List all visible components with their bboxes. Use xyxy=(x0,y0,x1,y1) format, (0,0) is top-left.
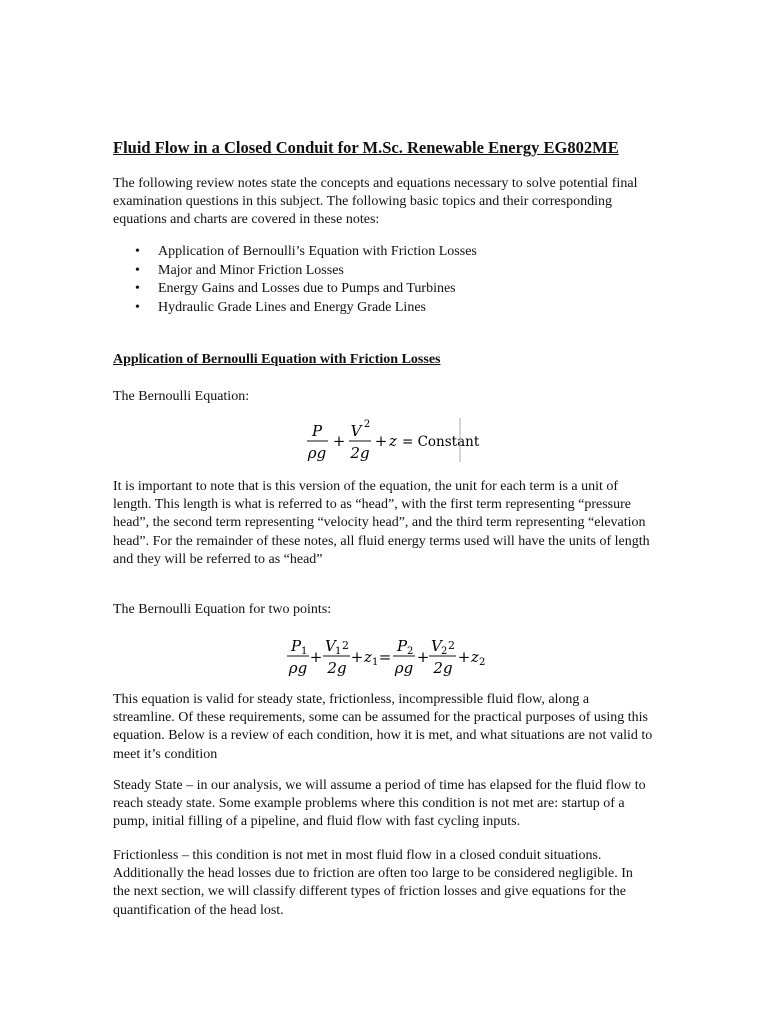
plus-sign: + xyxy=(350,648,364,666)
list-item-text: Hydraulic Grade Lines and Energy Grade Lines xyxy=(158,299,426,315)
head-explanation-paragraph: It is important to note that is this version of the equation, the unit for each term is a unit of length. This length is what is referred to as “head”, with the first term representing “pressure head”, the second term representing “velocity head”, and the third term representing “elevation head”. For the remainder of these notes, all fluid energy terms used will have the units of length and they will be referred to as “head” xyxy=(113,479,650,567)
velocity-2-denominator: 2g xyxy=(433,659,453,677)
equals-constant: = Constant xyxy=(402,434,480,450)
validity-paragraph: This equation is valid for steady state, frictionless, incompressible fluid flow, along a streamline. Of these requirements, some can be assumed for the practical purposes of using this equation. Below is a review of each condition, how it is met, and what situations are not valid to meet it’s condition xyxy=(113,692,653,762)
pressure-numerator: P xyxy=(311,422,323,440)
steady-state-paragraph: Steady State – in our analysis, we will assume a period of time has elapsed for the fluid flow to reach steady state. Some example problems where this condition is not met are: startup of a pump, initial filling of a pipeline, and fluid flow with fast cycling inputs. xyxy=(113,778,646,830)
elevation-2: z xyxy=(471,648,479,666)
list-item-text: Major and Minor Friction Losses xyxy=(158,262,344,278)
two-points-label: The Bernoulli Equation for two points: xyxy=(113,602,332,617)
elevation-term: z xyxy=(389,432,397,450)
list-item-text: Application of Bernoulli’s Equation with Friction Losses xyxy=(158,244,477,259)
plus-sign: + xyxy=(457,648,471,666)
bernoulli-two-point-graphic xyxy=(284,631,490,679)
bullet-marker: • xyxy=(135,262,140,278)
bernoulli-equation-graphic xyxy=(305,414,480,466)
pressure-1-denominator: ρg xyxy=(288,659,308,677)
subscript-1: 1 xyxy=(335,646,342,657)
list-item xyxy=(113,243,653,262)
velocity-1-exponent: 2 xyxy=(342,639,349,652)
topic-list xyxy=(113,243,653,317)
plus-sign: + xyxy=(309,648,323,666)
subscript-1: 1 xyxy=(301,646,308,657)
subscript-2: 2 xyxy=(479,657,486,668)
velocity-numerator: V xyxy=(350,422,362,440)
bernoulli-equation xyxy=(305,414,480,466)
velocity-1-numerator: V xyxy=(325,637,336,655)
subscript-1: 1 xyxy=(372,657,379,668)
velocity-denominator: 2g xyxy=(350,444,370,462)
bernoulli-two-point-equation xyxy=(284,631,490,679)
section-heading: Application of Bernoulli Equation with Friction Losses xyxy=(113,352,441,367)
equals-sign: = xyxy=(378,648,392,666)
list-item xyxy=(113,262,653,281)
bullet-marker: • xyxy=(135,299,140,315)
plus-sign: + xyxy=(374,432,388,450)
list-item xyxy=(113,299,653,318)
pressure-1-numerator: P xyxy=(291,637,302,655)
plus-sign: + xyxy=(416,648,430,666)
pressure-2-denominator: ρg xyxy=(394,659,414,677)
subscript-2: 2 xyxy=(441,646,448,657)
frictionless-paragraph: Frictionless – this condition is not met in most fluid flow in a closed conduit situations. Additionally the head losses due to friction are often too large to be considered negligible. In the next section, we will classify different types of friction losses and give equations for the quantification of the head lost. xyxy=(113,848,633,918)
intro-paragraph: The following review notes state the concepts and equations necessary to solve potential final examination questions in this subject. The following basic topics and their corresponding equations and charts are covered in these notes: xyxy=(113,176,638,228)
velocity-2-numerator: V xyxy=(431,637,442,655)
document-title: Fluid Flow in a Closed Conduit for M.Sc. Renewable Energy EG802ME xyxy=(113,138,619,157)
bullet-marker: • xyxy=(135,244,140,259)
plus-sign: + xyxy=(332,432,346,450)
velocity-1-denominator: 2g xyxy=(327,659,347,677)
subscript-2: 2 xyxy=(407,646,414,657)
elevation-1: z xyxy=(364,648,372,666)
pressure-denominator: ρg xyxy=(307,444,327,462)
velocity-exponent: 2 xyxy=(363,419,371,430)
pressure-2-numerator: P xyxy=(397,637,408,655)
bullet-marker: • xyxy=(135,281,140,297)
list-item xyxy=(113,280,653,299)
velocity-2-exponent: 2 xyxy=(448,639,455,652)
bernoulli-label: The Bernoulli Equation: xyxy=(113,389,250,404)
list-item-text: Energy Gains and Losses due to Pumps and Turbines xyxy=(158,281,456,297)
